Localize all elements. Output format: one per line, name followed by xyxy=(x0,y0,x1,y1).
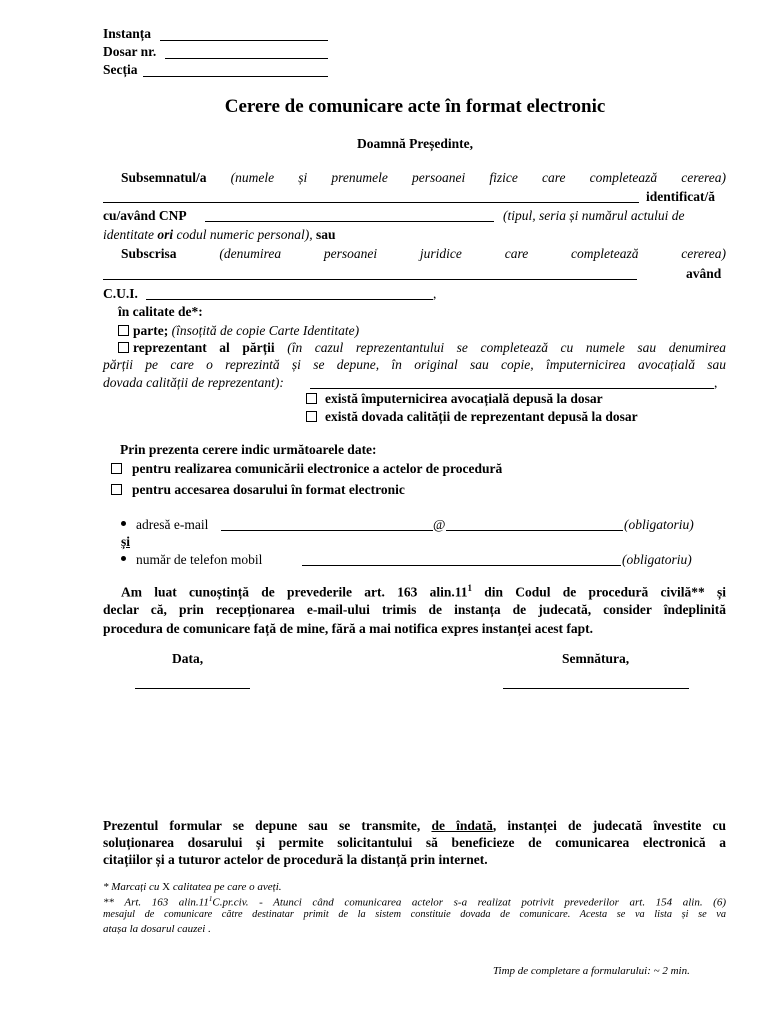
cnp-hint-2c: codul numeric personal), xyxy=(176,227,313,242)
parte-label: parte; xyxy=(133,323,169,338)
company-line[interactable] xyxy=(103,279,637,280)
dosar-line[interactable] xyxy=(165,58,328,59)
imputernicire-row xyxy=(306,391,603,407)
phone-row xyxy=(121,552,262,568)
dovada-row xyxy=(306,409,638,425)
identificat-label: identificat/ă xyxy=(646,189,715,204)
imputernicire-label: există împuternicirea avocațială depusă la dosar xyxy=(325,391,603,406)
date-intro: Prin prezenta cerere indic următoarele date: xyxy=(120,442,377,457)
semnatura-line[interactable] xyxy=(503,688,689,689)
sectia-line[interactable] xyxy=(143,76,328,77)
footer-line-1 xyxy=(103,818,726,834)
footer-text-1b: de îndată xyxy=(431,818,493,833)
email-domain-input[interactable] xyxy=(446,530,623,531)
reprezentant-hint-3: dovada calității de reprezentant): xyxy=(103,375,284,390)
subsemnatul-label: Subsemnatul/a xyxy=(121,170,207,185)
sectia-label: Secția xyxy=(103,62,138,77)
email-user-input[interactable] xyxy=(221,530,433,531)
timp-completare: Timp de completare a formularului: ~ 2 min. xyxy=(493,965,690,977)
subscrisa-label: Subscrisa xyxy=(121,246,177,261)
cnp-hint-2 xyxy=(103,227,336,243)
accesare-checkbox[interactable] xyxy=(111,484,122,495)
note-1x: X xyxy=(162,881,171,893)
reprezentant-hint-1: (în cazul reprezentantului se completează cu numele sau denumirea xyxy=(287,340,726,355)
reprezentant-hint-2: părții pe care o reprezintă și se depune, în original sau copie, împuternicirea avocațială sau xyxy=(103,357,726,372)
cui-label: C.U.I. xyxy=(103,286,138,301)
email-label: adresă e-mail xyxy=(136,517,209,532)
note-1b: calitatea pe care o aveți. xyxy=(172,881,282,893)
declaratie-line-3: procedura de comunicare față de mine, fără a mai notifica expres instanței acest fapt. xyxy=(103,621,594,636)
reprezentant-checkbox[interactable] xyxy=(118,342,129,353)
cnp-label: cu/având CNP xyxy=(103,208,187,223)
reprezentant-row xyxy=(118,340,726,356)
parte-checkbox[interactable] xyxy=(118,325,129,336)
subscrisa-hint: (denumirea persoanei juridice care completează cererea) xyxy=(219,246,727,261)
cnp-hint-2a: identitate xyxy=(103,227,154,242)
cnp-line[interactable] xyxy=(205,221,494,222)
bullet-icon xyxy=(121,556,126,561)
comunicare-label: pentru realizarea comunicării electronice a actelor de procedură xyxy=(132,461,503,476)
declaratie-sup: 1 xyxy=(467,583,472,593)
dovada-checkbox[interactable] xyxy=(306,411,317,422)
comunicare-row xyxy=(111,461,502,477)
declaratie-text-1a: Am luat cunoștință de prevederile art. 163 alin.11 xyxy=(121,584,468,600)
data-label: Data, xyxy=(172,651,204,666)
footer-text-1c: , instanței de judecată învestite cu xyxy=(492,818,726,833)
subscrisa-line xyxy=(121,246,726,262)
salutation: Doamnă Președinte, xyxy=(357,136,473,151)
page-title: Cerere de comunicare acte în format electronic xyxy=(224,96,606,117)
dovada-label: există dovada calității de reprezentant depusă la dosar xyxy=(325,409,638,424)
note-2a: ** Art. 163 alin.11 xyxy=(103,896,209,909)
subsemnatul-hint: (numele și prenumele persoanei fizice care completează cererea) xyxy=(230,170,726,185)
instanta-line[interactable] xyxy=(160,40,328,41)
footer-line-2: soluționarea dosarului și permite solicitantului să beneficieze de comunicarea electronică a xyxy=(103,835,726,850)
declaratie-line-2: declar că, prin recepționarea e-mail-ului trimis de instanța de judecată, consider îndeplinită xyxy=(103,602,726,617)
note-1 xyxy=(103,881,282,893)
reprezentant-label: reprezentant al părții xyxy=(133,340,275,355)
declaratie-line-1 xyxy=(121,583,726,601)
phone-label: număr de telefon mobil xyxy=(136,552,263,567)
semnatura-label: Semnătura, xyxy=(562,651,630,666)
note-2 xyxy=(103,895,726,909)
dosar-label: Dosar nr. xyxy=(103,44,157,59)
subsemnatul-line xyxy=(121,170,726,186)
bullet-icon xyxy=(121,521,126,526)
avand-label: având xyxy=(686,266,722,281)
footer-line-3: citațiilor și a tuturor actelor de procedură la distanță prin internet. xyxy=(103,852,488,867)
name-line[interactable] xyxy=(103,202,639,203)
calitate-title: în calitate de*: xyxy=(118,304,203,319)
email-row xyxy=(121,517,208,533)
parte-hint: (însoțită de copie Carte Identitate) xyxy=(171,323,360,338)
cui-line[interactable] xyxy=(146,299,433,300)
accesare-label: pentru accesarea dosarului în format electronic xyxy=(132,482,405,497)
note-4: atașa la dosarul cauzei . xyxy=(103,923,211,935)
cui-comma: , xyxy=(433,286,437,301)
parte-row xyxy=(118,323,359,339)
cnp-hint-2b: ori xyxy=(157,227,174,242)
reprezentant-line[interactable] xyxy=(310,388,714,389)
phone-input[interactable] xyxy=(302,565,621,566)
comunicare-checkbox[interactable] xyxy=(111,463,122,474)
accesare-row xyxy=(111,482,405,498)
si-label: și xyxy=(121,534,131,549)
data-line[interactable] xyxy=(135,688,250,689)
phone-obligatoriu: (obligatoriu) xyxy=(622,552,692,567)
at-sign: @ xyxy=(433,517,446,532)
sau-label: sau xyxy=(316,227,336,242)
footer-text-1a: Prezentul formular se depune sau se transmite, xyxy=(103,818,421,833)
note-3: mesajul de comunicare către destinatar primit de la sistem constituie dovada de comunicare. Acesta se va lista și se va xyxy=(103,909,726,920)
declaratie-text-1b: din Codul de procedură civilă** și xyxy=(471,584,726,600)
instanta-label: Instanța xyxy=(103,26,152,41)
note-2-sup: 1 xyxy=(208,895,213,903)
note-1a: * Marcați cu xyxy=(103,881,160,893)
imputernicire-checkbox[interactable] xyxy=(306,393,317,404)
cnp-hint: (tipul, seria și numărul actului de xyxy=(503,208,685,223)
email-obligatoriu: (obligatoriu) xyxy=(624,517,694,532)
note-2b: C.pr.civ. - Atunci când comunicarea actelor s-a realizat potrivit prevederilor art. 154 alin. (6) xyxy=(212,896,726,909)
reprezentant-comma: , xyxy=(714,375,718,390)
